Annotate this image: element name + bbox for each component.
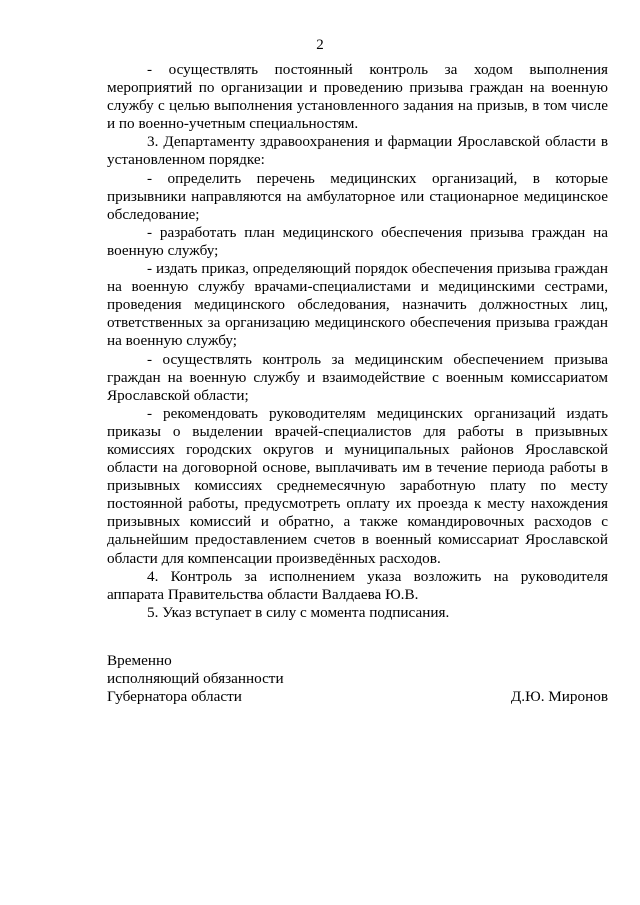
paragraph-recommend-heads: - рекомендовать руководителям медицинских организаций издать приказы о выделении врачей-специалистов для работы в призывных комиссиях городских округов и муниципальных районов Ярославской области на договорной основе, выплачивать им в течение периода работы в призывных комиссиях среднемесячную заработную плату по месту постоянной работы, предусмотреть оплату их проезда к месту нахождения призывных комиссий и обратно, а также командировочных расходов с дальнейшим предоставлением счетов в военный комиссариат Ярославской области для компенсации произведённых расходов. [107,404,608,567]
paragraph-supervision: 4. Контроль за исполнением указа возложить на руководителя аппарата Правительства области Валдаева Ю.В. [107,567,608,603]
paragraph-medical-organizations-list: - определить перечень медицинских организаций, в которые призывники направляются на амбулаторное или стационарное медицинское обследование; [107,169,608,223]
paragraph-control-conscription: - осуществлять постоянный контроль за ходом выполнения мероприятий по организации и проведению призыва граждан на военную службу с целью выполнения установленного задания на призыв, в том числе и по военно-учетным специальностям. [107,61,608,133]
signature-row [107,688,608,706]
signatory-name: Д.Ю. Миронов [510,688,608,705]
signature-title-line-2: исполняющий обязанности [107,670,284,687]
paragraph-health-department: 3. Департаменту здравоохранения и фармации Ярославской области в установленном порядке: [107,133,608,169]
signature-title-line-1: Временно [107,652,172,669]
paragraph-medical-plan: - разработать план медицинского обеспечения призыва граждан на военную службу; [107,223,608,259]
signature-block [107,652,608,706]
paragraph-effective-date: 5. Указ вступает в силу с момента подписания. [147,603,450,621]
document-body [107,61,608,622]
paragraph-medical-control: - осуществлять контроль за медицинским обеспечением призыва граждан на военную службу и взаимодействие с военным комиссариатом Ярославской области; [107,350,608,404]
paragraph-issue-order: - издать приказ, определяющий порядок обеспечения призыва граждан на военную службу врачами-специалистами и медицинскими сестрами, проведения медицинского обследования, назначить должностных лиц, ответственных за организацию медицинского обеспечения призыва граждан на военную службу; [107,260,608,350]
page-number: 2 [316,37,324,53]
signature-title-line-3: Губернатора области [107,688,242,705]
